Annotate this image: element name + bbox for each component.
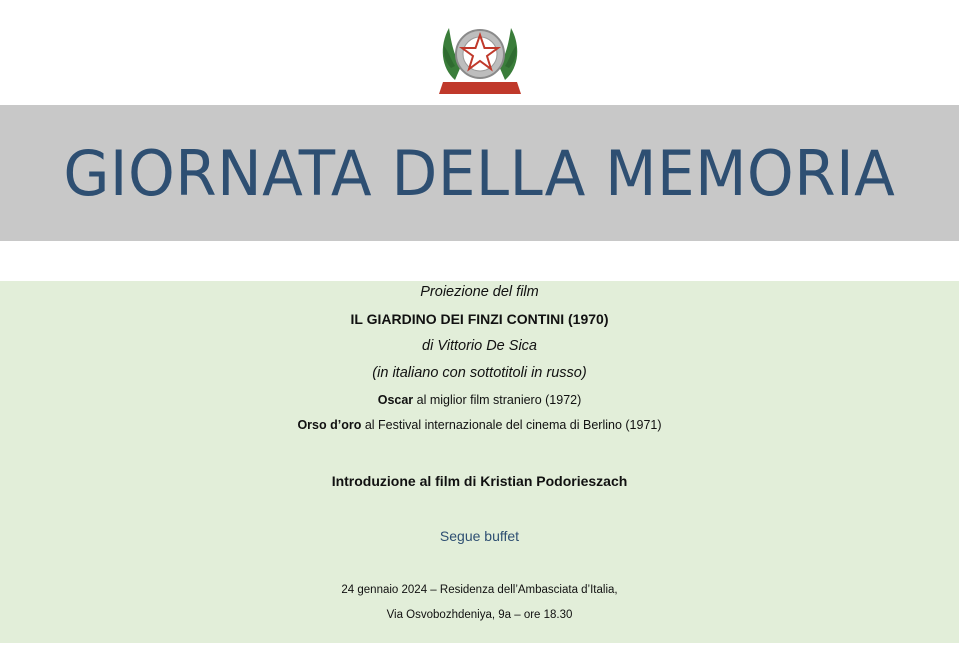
italian-republic-emblem-icon — [437, 10, 523, 102]
film-introduction: Introduzione al film di Kristian Podorieszach — [331, 473, 628, 489]
award-orso — [0, 418, 959, 432]
award-orso-detail: al Festival internazionale del cinema di Berlino (1971) — [361, 418, 662, 432]
screening-intro: Proiezione del film — [420, 284, 539, 300]
subtitles-note: (in italiano con sottotitoli in russo) — [372, 365, 587, 381]
award-oscar — [0, 393, 959, 407]
award-oscar-name: Oscar — [377, 393, 414, 407]
event-date-location: 24 gennaio 2024 – Residenza dell’Ambasciata d’Italia, — [341, 584, 618, 596]
film-title: IL GIARDINO DEI FINZI CONTINI (1970) — [350, 311, 609, 327]
award-oscar-detail: al miglior film straniero (1972) — [413, 393, 582, 407]
award-orso-name: Orso d’oro — [297, 418, 362, 432]
film-director: di Vittorio De Sica — [422, 338, 537, 354]
event-info-panel — [0, 281, 959, 643]
page-title: GIORNATA DELLA MEMORIA — [63, 136, 896, 210]
title-band — [0, 105, 959, 241]
event-address-time: Via Osvobozhdeniya, 9a – ore 18.30 — [386, 609, 573, 621]
buffet-note: Segue buffet — [439, 528, 520, 544]
